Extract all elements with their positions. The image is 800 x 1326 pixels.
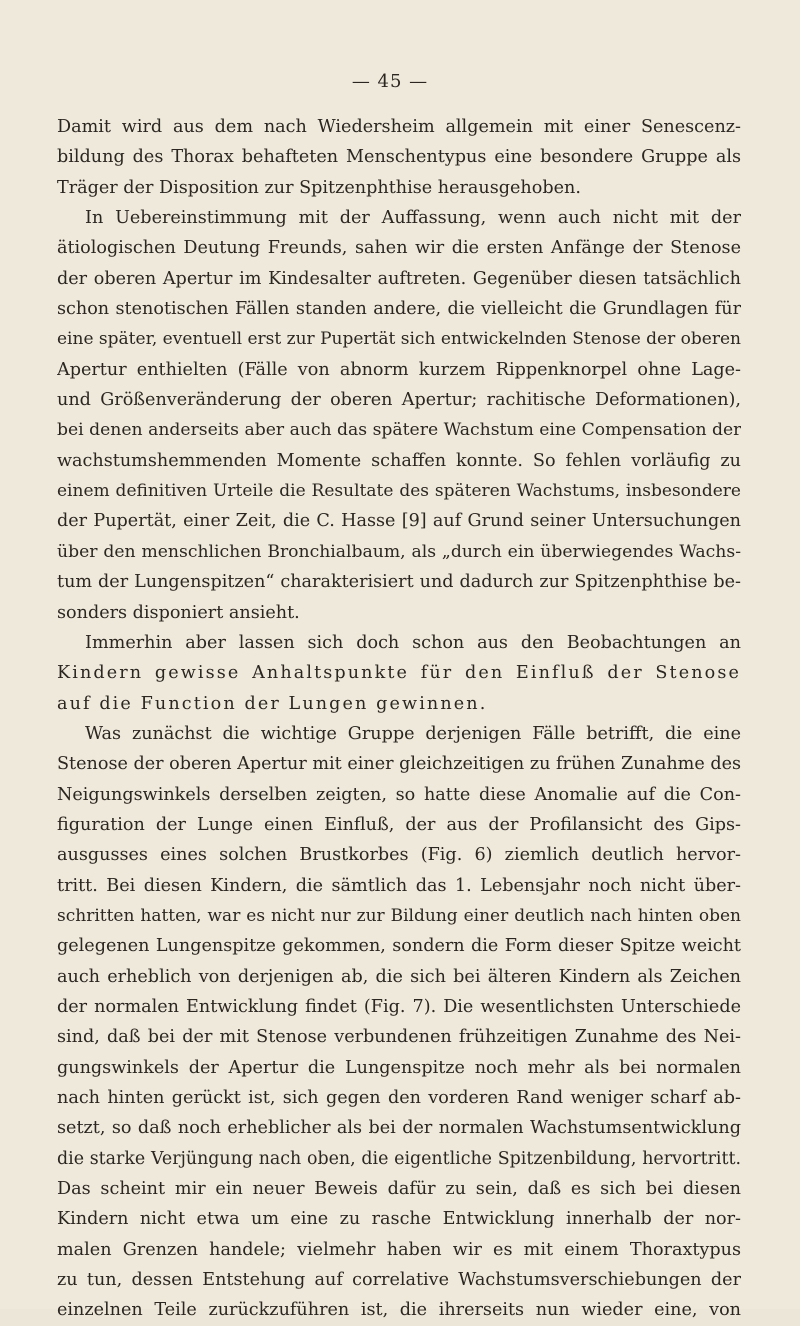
text-line: tum der Lungenspitzen“ charakterisiert und dadurch zur Spitzenphthise be- [57,572,741,593]
text-line: Was zunächst die wichtige Gruppe derjenigen Fälle betrifft, die eine [85,723,741,744]
text-line: figuration der Lunge einen Einfluß, der aus der Profilansicht des Gips- [57,814,741,835]
text-line: setzt, so daß noch erheblicher als bei der normalen Wachstumsentwicklung [57,1118,741,1139]
text-line: schritten hatten, war es nicht nur zur Bildung einer deutlich nach hinten oben [57,905,741,926]
text-line: zu tun, dessen Entstehung auf correlative Wachstumsverschiebungen der [57,1270,741,1291]
text-line: auf die Function der Lungen gewinnen. [57,693,488,714]
text-line: Stenose der oberen Apertur mit einer gleichzeitigen zu frühen Zunahme des [57,754,741,775]
text-line: sonders disponiert ansieht. [57,602,300,623]
text-line: nach hinten gerückt ist, sich gegen den vorderen Rand weniger scharf ab- [57,1088,741,1108]
page-number: — 45 — [351,71,429,92]
text-line: der oberen Apertur im Kindesalter auftreten. Gegenüber diesen tatsächlich [57,268,741,289]
text-line: tritt. Bei diesen Kindern, die sämtlich das 1. Lebensjahr noch nicht über- [57,875,741,896]
text-line: einzelnen Teile zurückzuführen ist, die ihrerseits nun wieder eine, von [57,1300,741,1321]
body-text [57,112,741,1326]
text-line: über den menschlichen Bronchialbaum, als „durch ein überwiegendes Wachs- [57,541,741,562]
text-line: und Größenveränderung der oberen Apertur; rachitische Deformationen), [57,390,741,411]
text-line: Das scheint mir ein neuer Beweis dafür zu sein, daß es sich bei diesen [57,1179,741,1200]
text-line: eine später, eventuell erst zur Pupertät sich entwickelnden Stenose der oberen [57,329,741,350]
text-line: Kindern nicht etwa um eine zu rasche Entwicklung innerhalb der nor- [57,1209,741,1230]
text-line: Träger der Disposition zur Spitzenphthise herausgehoben. [57,177,581,198]
text-line: Kindern gewisse Anhaltspunkte für den Einfluß der Stenose [57,663,741,684]
text-line: gelegenen Lungenspitze gekommen, sondern die Form dieser Spitze weicht [57,936,741,957]
text-line: In Uebereinstimmung mit der Auffassung, wenn auch nicht mit der [85,208,741,229]
text-line: Neigungswinkels derselben zeigten, so hatte diese Anomalie auf die Con- [57,784,741,805]
text-line: bei denen anderseits aber auch das spätere Wachstum eine Compensation der [57,420,741,441]
text-line: die starke Verjüngung nach oben, die eigentliche Spitzenbildung, hervortritt. [57,1148,741,1169]
text-line: ausgusses eines solchen Brustkorbes (Fig. 6) ziemlich deutlich hervor- [57,845,741,866]
text-line: sind, daß bei der mit Stenose verbundenen frühzeitigen Zunahme des Nei- [57,1027,741,1048]
text-line: gungswinkels der Apertur die Lungenspitze noch mehr als bei normalen [57,1057,741,1078]
text-line: Damit wird aus dem nach Wiedersheim allgemein mit einer Senescenz- [57,117,741,137]
text-line: Immerhin aber lassen sich doch schon aus den Beobachtungen an [85,632,741,653]
text-line: ätiologischen Deutung Freunds, sahen wir die ersten Anfänge der Stenose [57,238,741,259]
text-line: bildung des Thorax behafteten Menschentypus eine besondere Gruppe als [57,147,741,168]
text-line: der normalen Entwicklung findet (Fig. 7). Die wesentlichsten Unterschiede [57,996,741,1017]
text-line: malen Grenzen handele; vielmehr haben wir es mit einem Thoraxtypus [57,1239,741,1260]
text-line: einem definitiven Urteile die Resultate des späteren Wachstums, insbesondere [57,481,741,502]
text-line: der Pupertät, einer Zeit, die C. Hasse [9] auf Grund seiner Untersuchungen [57,511,741,532]
text-line: Apertur enthielten (Fälle von abnorm kurzem Rippenknorpel ohne Lage- [57,359,741,380]
text-line: wachstumshemmenden Momente schaffen konnte. So fehlen vorläufig zu [57,450,741,471]
text-line: auch erheblich von derjenigen ab, die sich bei älteren Kindern als Zeichen [57,966,741,987]
text-line: schon stenotischen Fällen standen andere, die vielleicht die Grundlagen für [57,299,741,320]
